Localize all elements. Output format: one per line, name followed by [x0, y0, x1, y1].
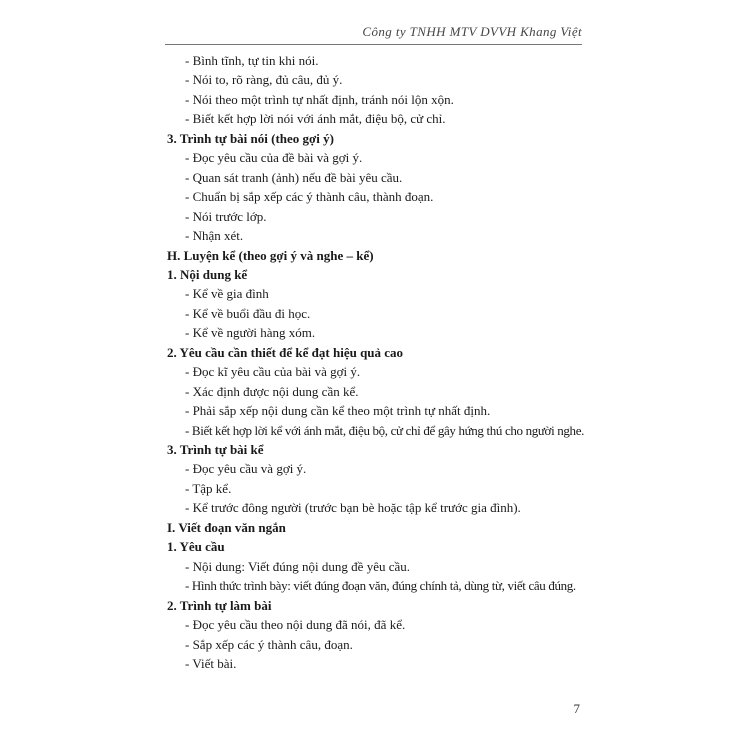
list-item: - Viết bài.	[185, 655, 237, 671]
list-item: - Quan sát tranh (ảnh) nếu đề bài yêu cầu.	[185, 169, 403, 185]
list-item: - Biết kết hợp lời kể với ánh mắt, điệu bộ, cử chỉ để gây hứng thú cho người nghe.	[185, 422, 585, 438]
section-heading: 1. Nội dung kể	[167, 266, 248, 282]
list-item: - Đọc kĩ yêu cầu của bài và gợi ý.	[185, 364, 361, 380]
list-item: - Nội dung: Viết đúng nội dung đề yêu cầu.	[185, 558, 410, 574]
list-item: - Đọc yêu cầu theo nội dung đã nói, đã kể.	[185, 617, 406, 633]
list-item: - Biết kết hợp lời nói với ánh mắt, điệu bộ, cử chỉ.	[185, 111, 446, 127]
list-item: - Hình thức trình bày: viết đúng đoạn văn, đúng chính tả, dùng từ, viết câu đúng.	[185, 578, 576, 594]
list-item: - Nói trước lớp.	[185, 208, 267, 224]
section-heading: I. Viết đoạn văn ngắn	[167, 519, 286, 535]
list-item: - Kể trước đông người (trước bạn bè hoặc tập kể trước gia đình).	[185, 500, 521, 516]
list-item: - Bình tĩnh, tự tin khi nói.	[185, 53, 319, 68]
list-item: - Xác định được nội dung cần kể.	[185, 383, 359, 399]
list-item: - Kể về người hàng xóm.	[185, 325, 316, 341]
section-heading: 3. Trình tự bài nói (theo gợi ý)	[167, 130, 334, 146]
section-heading: 2. Trình tự làm bài	[167, 597, 272, 613]
list-item: - Kể về gia đình	[185, 286, 269, 302]
list-item: - Tập kể.	[185, 480, 232, 496]
list-item: - Nói theo một trình tự nhất định, tránh nói lộn xộn.	[185, 91, 454, 107]
list-item: - Nói to, rõ ràng, đủ câu, đủ ý.	[185, 72, 343, 88]
running-header: Công ty TNHH MTV DVVH Khang Việt	[362, 24, 582, 39]
section-heading: 3. Trình tự bài kể	[167, 442, 264, 457]
header-rule	[165, 44, 582, 45]
section-heading: H. Luyện kể (theo gợi ý và nghe – kể)	[167, 247, 374, 263]
list-item: - Chuẩn bị sắp xếp các ý thành câu, thành đoạn.	[185, 189, 434, 205]
page-number: 7	[573, 701, 580, 716]
list-item: - Kể về buổi đầu đi học.	[185, 305, 311, 321]
list-item: - Đọc yêu cầu của đề bài và gợi ý.	[185, 150, 363, 166]
list-item: - Nhận xét.	[185, 228, 244, 244]
list-item: - Phải sắp xếp nội dung cần kể theo một trình tự nhất định.	[185, 403, 491, 419]
list-item: - Sắp xếp các ý thành câu, đoạn.	[185, 636, 353, 652]
list-item: - Đọc yêu cầu và gợi ý.	[185, 461, 307, 477]
section-heading: 2. Yêu cầu cần thiết để kể đạt hiệu quả cao	[167, 344, 404, 360]
section-heading: 1. Yêu cầu	[167, 539, 225, 555]
